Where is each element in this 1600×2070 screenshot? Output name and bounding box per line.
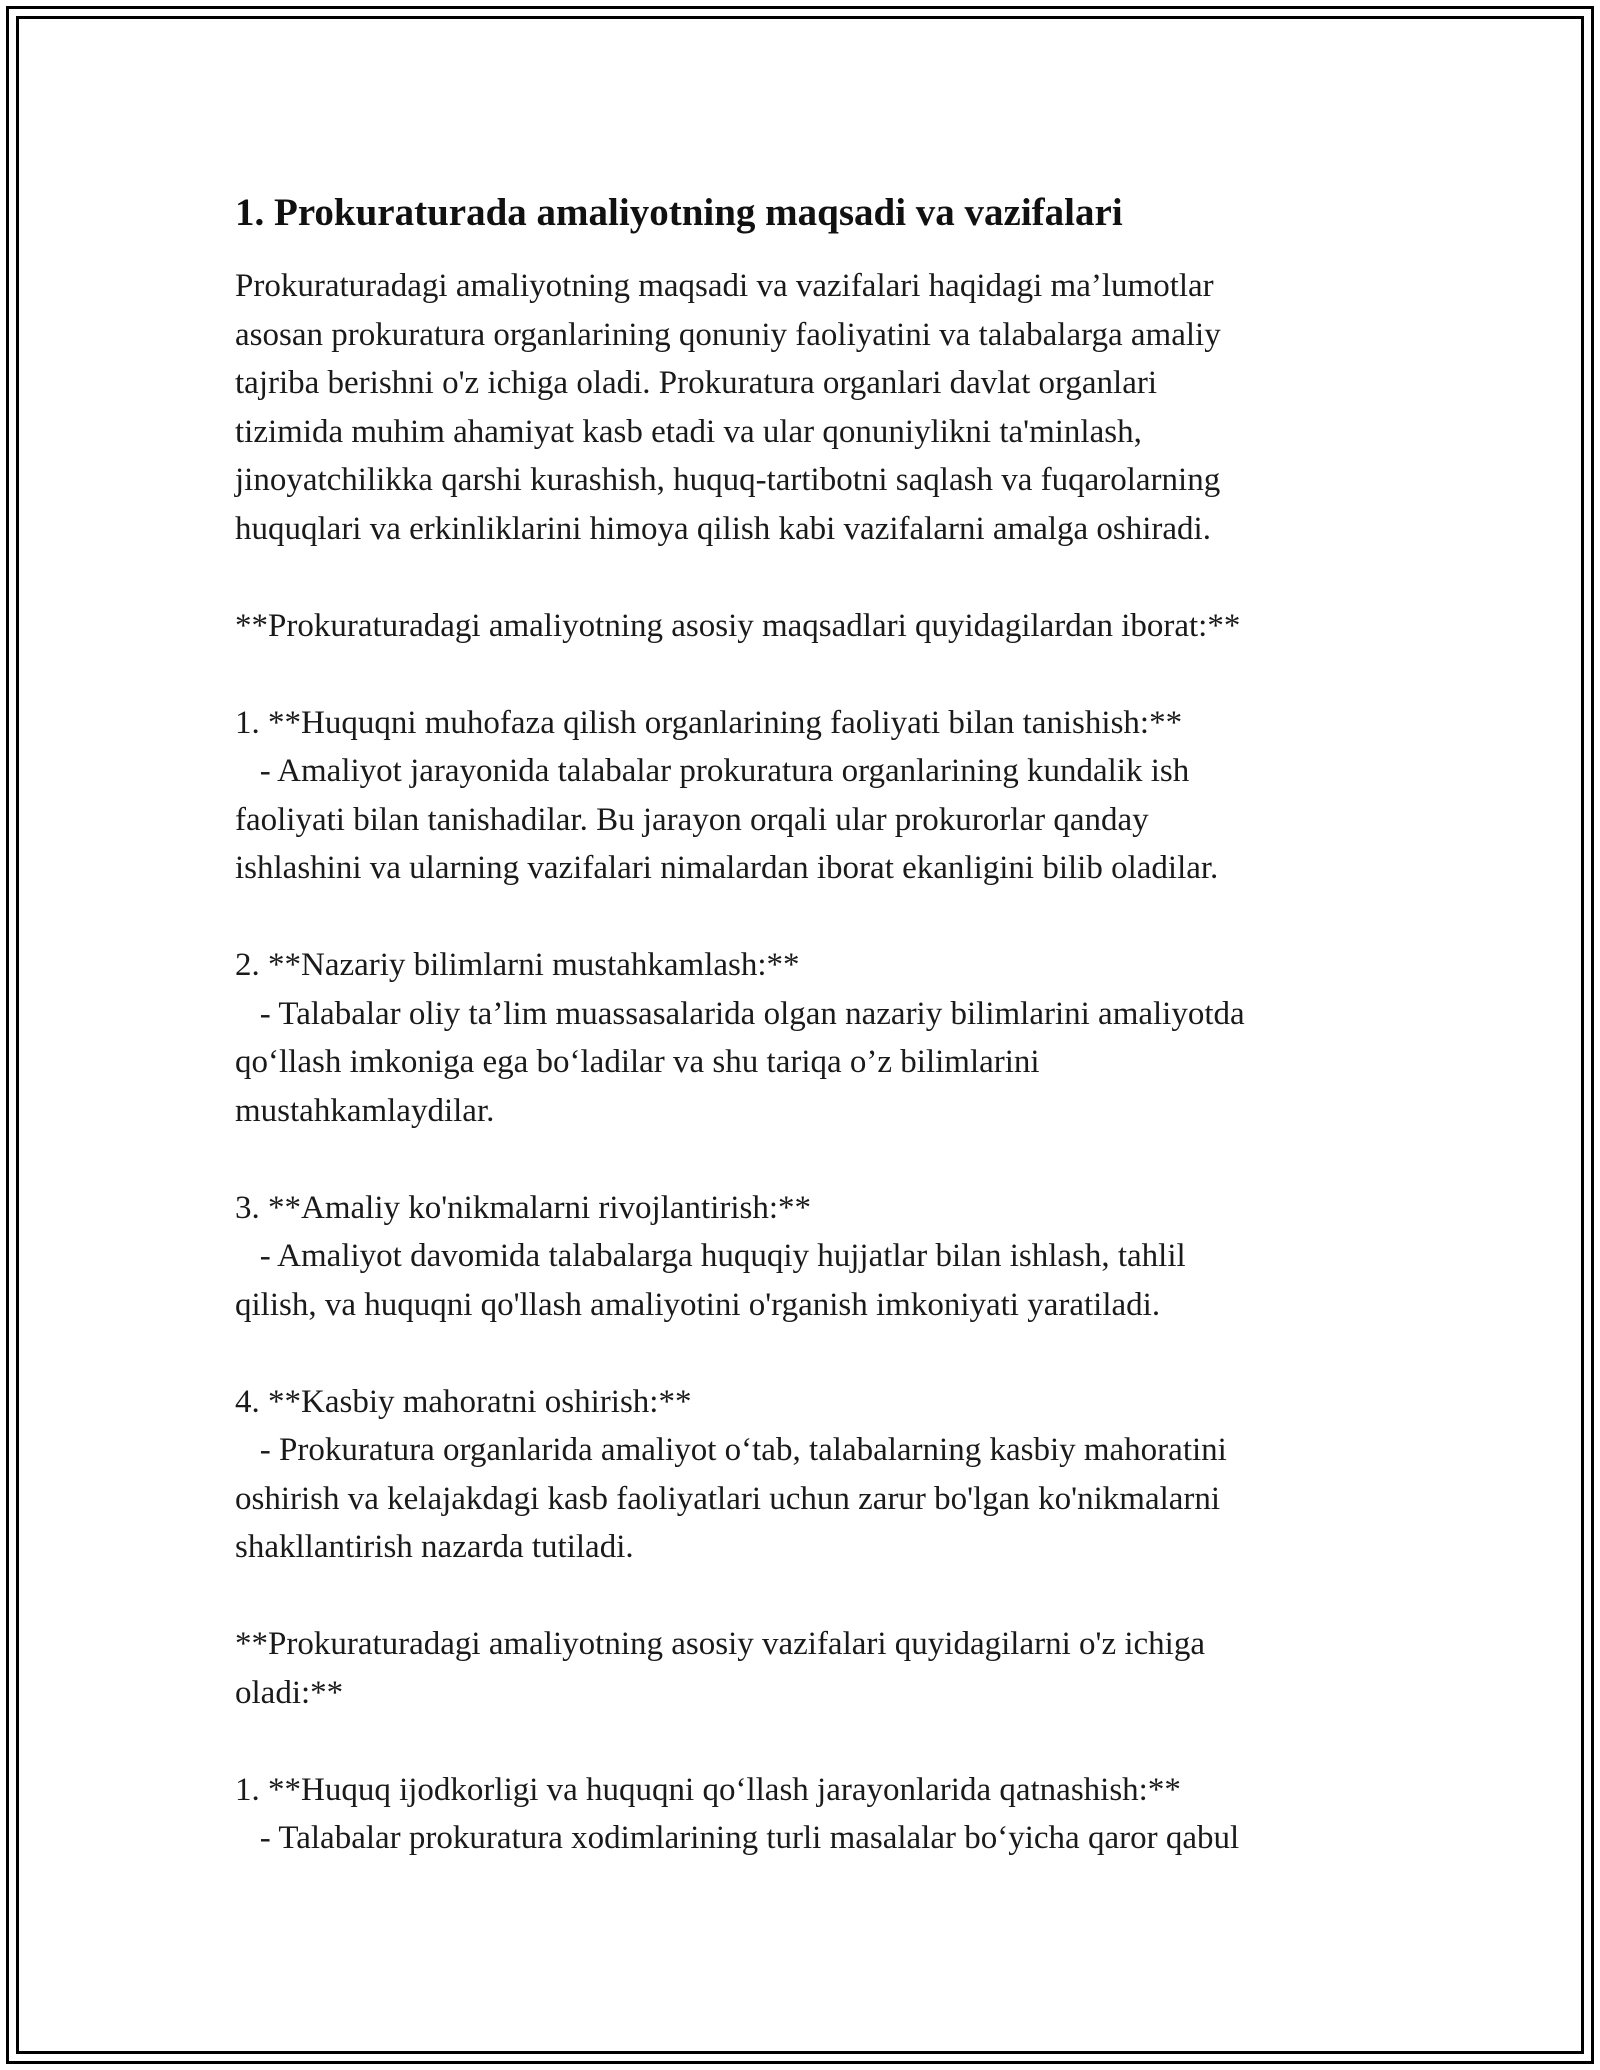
spacer bbox=[235, 1135, 1385, 1184]
goals-heading: **Prokuraturadagi amaliyotning asosiy maqsadlari quyidagilardan iborat:** bbox=[235, 607, 1241, 644]
goal-heading: 2. **Nazariy bilimlarni mustahkamlash:** bbox=[235, 947, 800, 983]
spacer bbox=[235, 1717, 1385, 1766]
document-body bbox=[235, 186, 1385, 1863]
goal-body: - Amaliyot jarayonida talabalar prokuratura organlarining kundalik ish faoliyati bilan tanishadilar. Bu jarayon orqali ular prokurorlar qanday ishlashini va ularning vazifalari nimalardan iborat ekanligini bilib oladilar. bbox=[235, 753, 1219, 886]
goal-body: - Amaliyot davomida talabalarga huquqiy hujjatlar bilan ishlash, tahlil qilish, va huquqni qo'llash amaliyotini o'rganish imkoniyati yaratiladi. bbox=[235, 1238, 1186, 1323]
task-item-1 bbox=[235, 1766, 1385, 1863]
spacer bbox=[235, 553, 1385, 602]
goal-heading: 1. **Huquqni muhofaza qilish organlarining faoliyati bilan tanishish:** bbox=[235, 704, 1183, 741]
tasks-heading: **Prokuraturadagi amaliyotning asosiy vazifalari quyidagilarni o'z ichiga oladi:** bbox=[235, 1626, 1205, 1711]
goal-body: - Prokuratura organlarida amaliyot o‘tab, talabalarning kasbiy mahoratini oshirish va kelajakdagi kasb faoliyatlari uchun zarur bo'lgan ko'nikmalarni shakllantirish nazarda tutiladi. bbox=[235, 1432, 1227, 1565]
goal-heading: 4. **Kasbiy mahoratni oshirish:** bbox=[235, 1383, 692, 1420]
task-body: - Talabalar prokuratura xodimlarining turli masalalar bo‘yicha qaror qabul bbox=[235, 1820, 1240, 1856]
goal-item-1 bbox=[235, 699, 1385, 893]
spacer bbox=[235, 1329, 1385, 1378]
goal-heading: 3. **Amaliy ko'nikmalarni rivojlantirish:** bbox=[235, 1189, 812, 1226]
spacer bbox=[235, 1572, 1385, 1621]
goal-item-3 bbox=[235, 1184, 1385, 1330]
spacer bbox=[235, 893, 1385, 942]
spacer bbox=[235, 650, 1385, 699]
goal-body: - Talabalar oliy ta’lim muassasalarida olgan nazariy bilimlarini amaliyotda qo‘llash imkoniga ega bo‘ladilar va shu tariqa o’z bilimlarini mustahkamlaydilar. bbox=[235, 995, 1245, 1129]
goal-item-2 bbox=[235, 941, 1385, 1135]
task-heading: 1. **Huquq ijodkorligi va huquqni qo‘llash jarayonlarida qatnashish:** bbox=[235, 1771, 1181, 1808]
intro-paragraph: Prokuraturadagi amaliyotning maqsadi va vazifalari haqidagi ma’lumotlar asosan prokuratura organlarining qonuniy faoliyatini va talabalarga amaliy tajriba berishni o'z ichiga oladi. Prokuratura organlari davlat organlari tizimida muhim ahamiyat kasb etadi va ular qonuniylikni ta'minlash, jinoyatchilikka qarshi kurashish, huquq-tartibotni saqlash va fuqarolarning huquqlari va erkinliklarini himoya qilish kabi vazifalarni amalga oshiradi. bbox=[235, 268, 1221, 547]
goal-item-4 bbox=[235, 1378, 1385, 1572]
document-title: 1. Prokuraturada amaliyotning maqsadi va vazifalari bbox=[235, 191, 1123, 234]
